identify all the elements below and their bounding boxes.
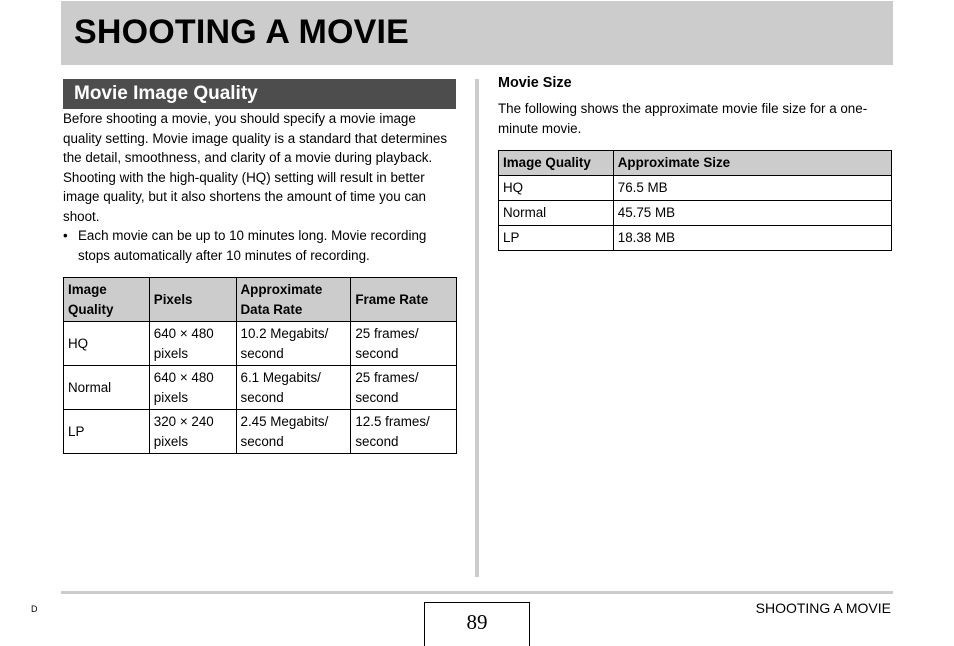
table-header-cell: Image Quality — [64, 278, 150, 322]
footer-section-label: SHOOTING A MOVIE — [755, 600, 891, 616]
table-cell: 45.75 MB — [613, 201, 891, 226]
table-cell: 18.38 MB — [613, 226, 891, 251]
table-header-cell: Pixels — [149, 278, 236, 322]
movie-size-text: The following shows the approximate movie file size for a one-minute movie. — [498, 101, 868, 136]
table-header-cell: Image Quality — [499, 151, 614, 176]
bullet-text: Each movie can be up to 10 minutes long. Movie recording stops automatically after 10 minutes of recording. — [78, 228, 427, 263]
table-row — [499, 201, 892, 226]
table-cell: 25 frames/ second — [351, 322, 457, 366]
table-cell: Normal — [499, 201, 614, 226]
table-cell: Normal — [64, 366, 150, 410]
table-cell: HQ — [499, 176, 614, 201]
table-cell: 25 frames/ second — [351, 366, 457, 410]
table-row — [499, 226, 892, 251]
table-row — [499, 176, 892, 201]
bullet-icon: • — [63, 228, 68, 243]
page-number: 89 — [466, 610, 488, 634]
table-cell: 76.5 MB — [613, 176, 891, 201]
section-bar — [63, 79, 456, 109]
table-cell: 12.5 frames/ second — [351, 410, 457, 454]
image-quality-table — [63, 277, 457, 454]
header-bar — [61, 1, 893, 65]
footer-rule — [61, 591, 893, 594]
table-header-row — [64, 278, 457, 322]
table-cell: 320 × 240 pixels — [149, 410, 236, 454]
table-cell: LP — [64, 410, 150, 454]
table-header-row — [499, 151, 892, 176]
movie-size-table — [498, 150, 892, 251]
intro-paragraph: Before shooting a movie, you should specify a movie image quality setting. Movie image quality is a standard that determines the detail, smoothness, and clarity of a movie during playback. Shooting with the high-quality (HQ) setting will result in better image quality, but it also shortens the amount of time you can shoot. — [63, 111, 448, 224]
table-cell: LP — [499, 226, 614, 251]
table-cell: 6.1 Megabits/ second — [236, 366, 351, 410]
page-title: SHOOTING A MOVIE — [74, 13, 410, 51]
table-header-cell: Approximate Size — [613, 151, 891, 176]
bullet-item — [63, 226, 456, 265]
table-row — [64, 410, 457, 454]
table-cell: 2.45 Megabits/ second — [236, 410, 351, 454]
table-row — [64, 322, 457, 366]
table-header-cell: Approximate Data Rate — [236, 278, 351, 322]
table-header-cell: Frame Rate — [351, 278, 457, 322]
table-row — [64, 366, 457, 410]
table-cell: HQ — [64, 322, 150, 366]
movie-size-heading: Movie Size — [498, 75, 572, 91]
page-number-box — [424, 602, 530, 646]
footer-language-mark: D — [31, 604, 38, 614]
table-cell: 640 × 480 pixels — [149, 322, 236, 366]
table-cell: 640 × 480 pixels — [149, 366, 236, 410]
column-divider — [475, 79, 479, 577]
section-title: Movie Image Quality — [74, 83, 258, 104]
table-cell: 10.2 Megabits/ second — [236, 322, 351, 366]
